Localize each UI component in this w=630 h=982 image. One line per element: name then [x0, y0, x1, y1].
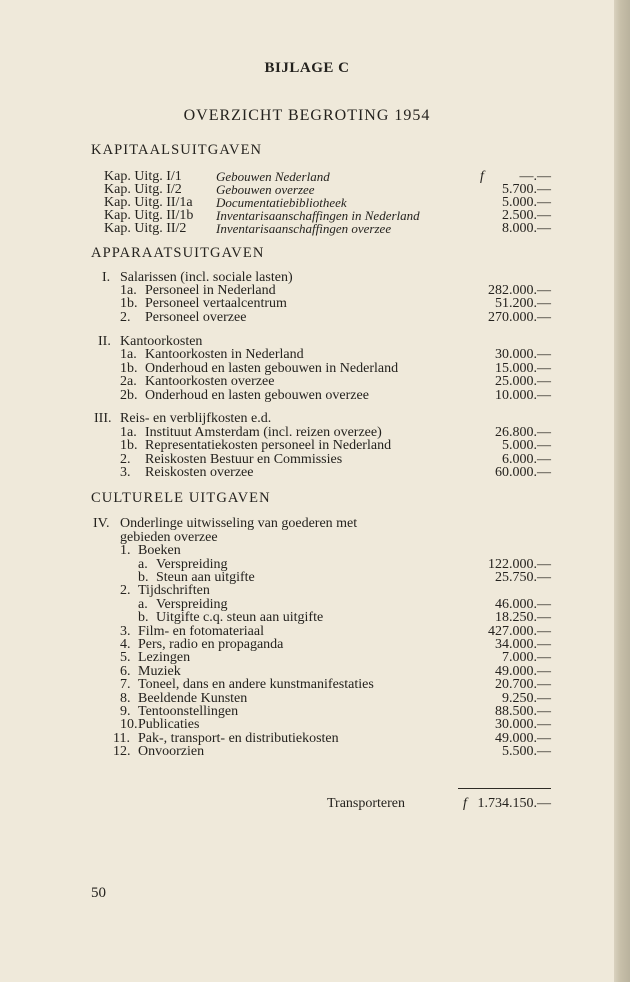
item-label: Kantoorkosten overzee: [145, 374, 275, 389]
item-amount: 30.000.—: [495, 347, 551, 362]
table-row: [0, 571, 614, 585]
sub-item-letter: b.: [138, 570, 149, 585]
row-code: Kap. Uitg. I/1: [104, 169, 182, 184]
item-label: Tentoonstellingen: [138, 704, 239, 719]
table-row: [0, 222, 614, 236]
currency-symbol: f: [463, 796, 467, 811]
item-number: 1a.: [120, 347, 137, 362]
item-amount: 88.500.—: [495, 704, 551, 719]
page-edge: [614, 0, 630, 982]
item-number: 5.: [120, 650, 131, 665]
item-amount: 25.000.—: [495, 374, 551, 389]
item-amount: 9.250.—: [502, 691, 551, 706]
item-label: Boeken: [138, 543, 181, 558]
subgroup-heading: [0, 544, 614, 558]
item-label: Personeel in Nederland: [145, 283, 276, 298]
item-number: 2.: [120, 310, 131, 325]
sub-item-letter: b.: [138, 610, 149, 625]
item-number: 2.: [120, 452, 131, 467]
item-amount: 20.700.—: [495, 677, 551, 692]
table-row: [0, 718, 614, 732]
item-number: 12.: [113, 744, 131, 759]
item-number: 2a.: [120, 374, 137, 389]
item-label: Onderhoud en lasten gebouwen in Nederland: [145, 361, 399, 376]
currency-symbol: f: [480, 169, 484, 184]
item-label: Reiskosten overzee: [145, 465, 254, 480]
table-row: [0, 297, 614, 311]
table-row: [0, 651, 614, 665]
row-label: Gebouwen Nederland: [216, 169, 330, 184]
row-amount: 5.000.—: [502, 195, 551, 210]
item-number: 3.: [120, 465, 131, 480]
item-number: 1b.: [120, 438, 138, 453]
sub-item-letter: a.: [138, 597, 148, 612]
item-label: Onvoorzien: [138, 744, 205, 759]
item-amount: 7.000.—: [502, 650, 551, 665]
item-amount: 6.000.—: [502, 452, 551, 467]
item-amount: 49.000.—: [495, 664, 551, 679]
row-amount: 8.000.—: [502, 221, 551, 236]
item-amount: 34.000.—: [495, 637, 551, 652]
item-label: Representatiekosten personeel in Nederland: [145, 438, 392, 453]
group-heading: [0, 412, 614, 426]
row-code: Kap. Uitg. II/1b: [104, 208, 194, 223]
table-row: [0, 466, 614, 480]
table-row: [0, 389, 614, 403]
annex-heading: BIJLAGE C: [264, 60, 350, 76]
item-number: 8.: [120, 691, 131, 706]
item-amount: 30.000.—: [495, 717, 551, 732]
row-label: Gebouwen overzee: [216, 182, 315, 197]
section-heading-apparaat: APPARAATSUITGAVEN: [91, 245, 265, 261]
row-amount: 5.700.—: [502, 182, 551, 197]
item-label: Onderhoud en lasten gebouwen overzee: [145, 388, 369, 403]
sub-item-label: Steun aan uitgifte: [156, 570, 255, 585]
sub-item-letter: a.: [138, 557, 148, 572]
row-label: Inventarisaanschaffingen overzee: [216, 221, 392, 236]
item-number: 9.: [120, 704, 131, 719]
group-heading: [0, 517, 614, 531]
item-label: Publicaties: [138, 717, 200, 732]
total-divider: [458, 788, 551, 789]
item-number: 2.: [120, 583, 131, 598]
item-number: 3.: [120, 624, 131, 639]
total-amount: 1.734.150.—: [477, 796, 551, 811]
table-row: [0, 439, 614, 453]
row-amount: —.—: [519, 169, 551, 184]
item-amount: 5.500.—: [502, 744, 551, 759]
item-number: 10.: [120, 717, 138, 732]
section-heading-cultureel: CULTURELE UITGAVEN: [91, 490, 271, 506]
table-row: [0, 758, 614, 772]
row-code: Kap. Uitg. II/1a: [104, 195, 193, 210]
page-title: OVERZICHT BEGROTING 1954: [183, 107, 431, 124]
item-label: Tijdschriften: [138, 583, 210, 598]
item-number: 1a.: [120, 425, 137, 440]
table-row: [0, 375, 614, 389]
item-number: 2b.: [120, 388, 138, 403]
group-label: Onderlinge uitwisseling van goederen met: [120, 516, 358, 531]
item-amount: 15.000.—: [495, 361, 551, 376]
table-row: [0, 611, 614, 625]
group-number: II.: [98, 334, 111, 349]
item-amount: 51.200.—: [495, 296, 551, 311]
item-amount: 282.000.—: [488, 283, 551, 298]
page-number: 50: [91, 885, 106, 901]
table-row: [0, 348, 614, 362]
item-amount: 122.000.—: [488, 557, 551, 572]
row-code: Kap. Uitg. II/2: [104, 221, 187, 236]
item-label: Reiskosten Bestuur en Commissies: [145, 452, 343, 467]
item-amount: 26.800.—: [495, 425, 551, 440]
item-number: 1b.: [120, 296, 138, 311]
item-label: Lezingen: [138, 650, 191, 665]
group-label: Reis- en verblijfkosten e.d.: [120, 411, 272, 426]
item-label: Instituut Amsterdam (incl. reizen overzee): [145, 425, 382, 440]
subgroup-heading: [0, 584, 614, 598]
group-label: Kantoorkosten: [120, 334, 203, 349]
item-number: 1.: [120, 543, 131, 558]
sub-item-label: Verspreiding: [156, 597, 228, 612]
item-label: Toneel, dans en andere kunstmanifestaties: [138, 677, 374, 692]
item-amount: 18.250.—: [495, 610, 551, 625]
group-number: I.: [102, 270, 111, 285]
item-amount: 46.000.—: [495, 597, 551, 612]
item-number: 1a.: [120, 283, 137, 298]
item-number: 7.: [120, 677, 131, 692]
table-row: [0, 311, 614, 325]
item-number: 1b.: [120, 361, 138, 376]
item-number: 11.: [113, 731, 130, 746]
item-amount: 25.750.—: [495, 570, 551, 585]
item-amount: 49.000.—: [495, 731, 551, 746]
item-label: Muziek: [138, 664, 181, 679]
sub-item-label: Verspreiding: [156, 557, 228, 572]
item-amount: 270.000.—: [488, 310, 551, 325]
row-amount: 2.500.—: [502, 208, 551, 223]
item-label: Pers, radio en propaganda: [138, 637, 284, 652]
total-row: [0, 797, 614, 811]
item-amount: 10.000.—: [495, 388, 551, 403]
item-amount: 427.000.—: [488, 624, 551, 639]
group-label: gebieden overzee: [120, 530, 218, 545]
group-number: IV.: [93, 516, 110, 531]
table-row: [0, 771, 614, 785]
item-number: 4.: [120, 637, 131, 652]
section-heading-kapitaal: KAPITAALSUITGAVEN: [91, 142, 263, 158]
row-code: Kap. Uitg. I/2: [104, 182, 182, 197]
item-label: Beeldende Kunsten: [138, 691, 248, 706]
row-label: Documentatiebibliotheek: [216, 195, 347, 210]
sub-item-label: Uitgifte c.q. steun aan uitgifte: [156, 610, 324, 625]
item-label: Kantoorkosten in Nederland: [145, 347, 304, 362]
group-label: Salarissen (incl. sociale lasten): [120, 270, 293, 285]
item-label: Personeel vertaalcentrum: [145, 296, 287, 311]
item-label: Film- en fotomateriaal: [138, 624, 264, 639]
total-label: Transporteren: [327, 796, 406, 811]
table-row: [0, 745, 614, 759]
group-heading-continued: [0, 531, 614, 545]
item-amount: 5.000.—: [502, 438, 551, 453]
table-row: [0, 678, 614, 692]
item-label: Personeel overzee: [145, 310, 247, 325]
item-label: Pak-, transport- en distributiekosten: [138, 731, 339, 746]
item-number: 6.: [120, 664, 131, 679]
group-number: III.: [94, 411, 112, 426]
item-amount: 60.000.—: [495, 465, 551, 480]
row-label: Inventarisaanschaffingen in Nederland: [216, 208, 420, 223]
